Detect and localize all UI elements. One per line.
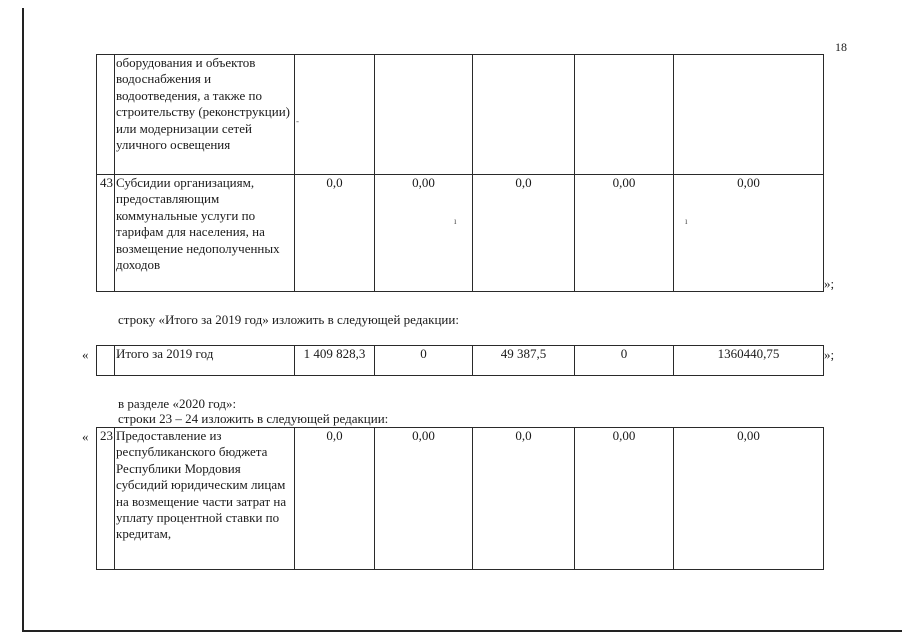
cell-value [473,55,575,175]
cell-value: 0,0 [473,175,575,292]
row-name: Предоставление из республиканского бюджета Республики Мордовия субсидий юридическим лицам на возмещение части затрат на уплату процентной ставки по кредитам, [115,428,295,570]
cell-value: 0,00 [375,175,473,292]
scan-left-edge [22,8,24,632]
table-row [97,55,824,175]
cell-value: 0 [575,346,674,376]
opening-quote-mark: « [82,429,89,444]
cell-value [674,55,824,175]
total-2019-table [96,345,824,376]
cell-value: 49 387,5 [473,346,575,376]
table-row [97,175,824,292]
cell-value: 0,0 [295,175,375,292]
budget-table-2020 [96,427,824,570]
instruction-paragraph: строку «Итого за 2019 год» изложить в следующей редакции: [118,312,459,327]
scan-speck: - [296,116,299,126]
row-number [97,55,115,175]
cell-value: 1 409 828,3 [295,346,375,376]
closing-quote-mark: »; [824,347,835,362]
cell-value [295,55,375,175]
cell-value: 0,00 [375,428,473,570]
opening-quote-mark: « [82,347,89,362]
row-number: 43 [97,175,115,292]
instruction-paragraph: строки 23 – 24 изложить в следующей редакции: [118,411,389,426]
cell-value: 0 [375,346,473,376]
row-number [97,346,115,376]
section-heading-2020: в разделе «2020 год»: [118,396,237,411]
closing-quote-mark: »; [824,276,835,291]
scan-bottom-edge [22,630,902,632]
cell-value: 0,00 [575,175,674,292]
cell-value: 0,00 [575,428,674,570]
cell-value: 1360440,75 [674,346,824,376]
cell-value: 0,0 [295,428,375,570]
table-row [97,346,824,376]
cell-value [575,55,674,175]
page-number: 18 [835,40,847,54]
row-name: Итого за 2019 год [115,346,295,376]
table-row [97,428,824,570]
scan-speck: ı [454,216,457,226]
cell-value [375,55,473,175]
row-name: Субсидии организациям, предоставляющим коммунальные услуги по тарифам для населения, на возмещение недополученных доходов [115,175,295,292]
budget-table-continuation [96,54,824,292]
cell-value: 0,00 [674,175,824,292]
row-name: оборудования и объектов водоснабжения и водоотведения, а также по строительству (реконструкции) или модернизации сетей уличного освещения [115,55,295,175]
cell-value: 0,00 [674,428,824,570]
scan-speck: ı [685,216,688,226]
row-number: 23 [97,428,115,570]
cell-value: 0,0 [473,428,575,570]
